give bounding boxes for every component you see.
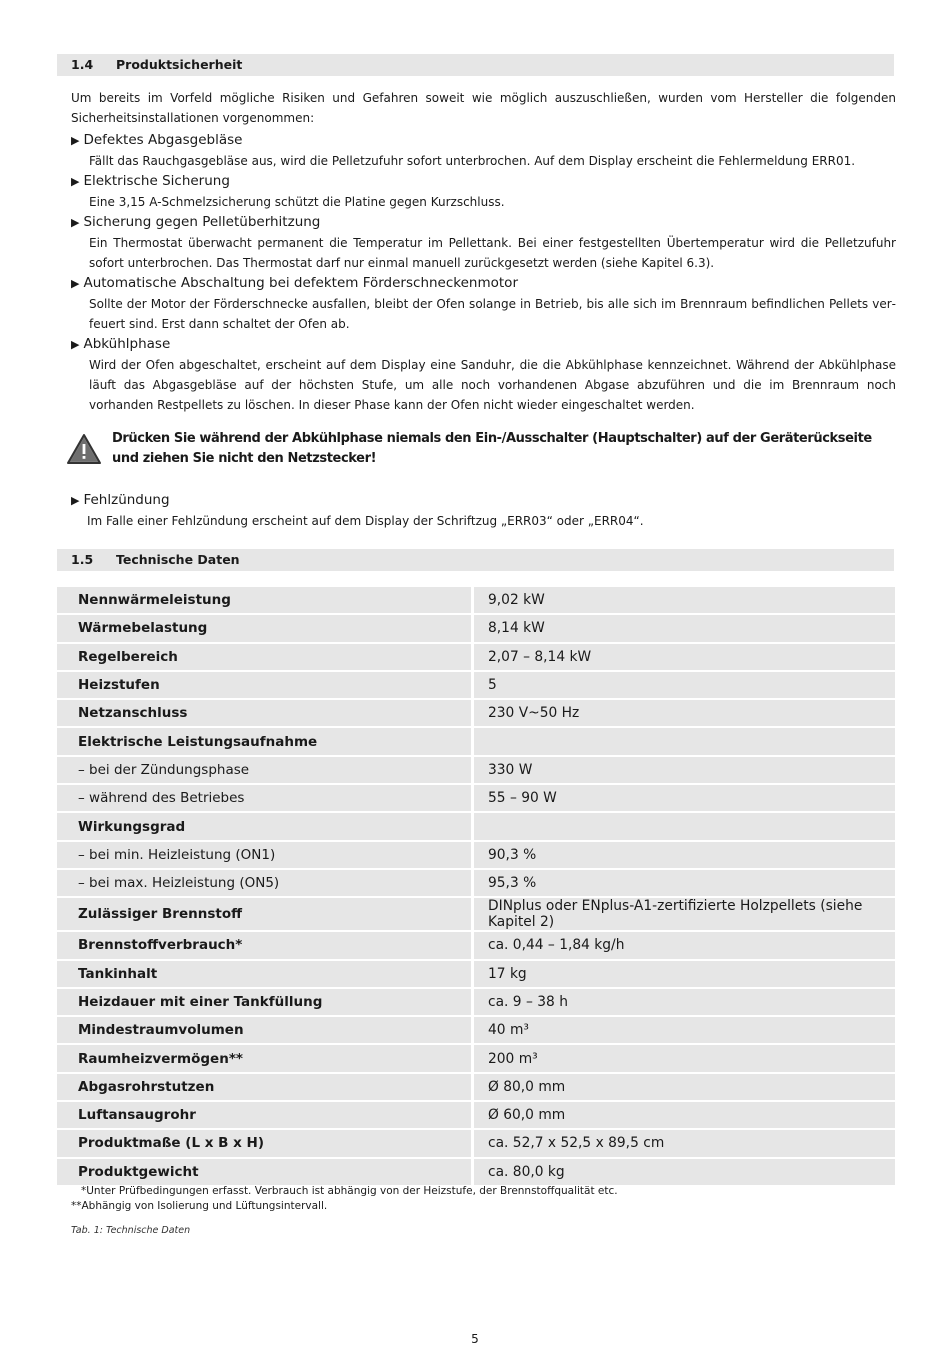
table-row bbox=[57, 1017, 895, 1043]
table-row bbox=[57, 813, 895, 839]
table-row bbox=[57, 728, 895, 754]
arrow-right-icon: ▶ bbox=[71, 494, 80, 507]
table-row bbox=[57, 1102, 895, 1128]
spec-value: Ø 80,0 mm bbox=[471, 1074, 895, 1100]
spec-value: 230 V~50 Hz bbox=[471, 700, 895, 726]
spec-value: Ø 60,0 mm bbox=[471, 1102, 895, 1128]
spec-label: – bei der Zündungsphase bbox=[57, 757, 471, 783]
page-number: 5 bbox=[471, 1332, 479, 1346]
table-row bbox=[57, 842, 895, 868]
spec-value: 8,14 kW bbox=[471, 615, 895, 641]
spec-value: 2,07 – 8,14 kW bbox=[471, 644, 895, 670]
spec-value: ca. 80,0 kg bbox=[471, 1159, 895, 1185]
spec-value bbox=[471, 813, 895, 839]
spec-label: Elektrische Leistungsaufnahme bbox=[57, 728, 471, 754]
spec-value: DINplus oder ENplus-A1-zertifizierte Holzpellets (siehe Kapitel 2) bbox=[471, 898, 895, 930]
section-header-safety bbox=[57, 54, 894, 76]
table-row bbox=[57, 1159, 895, 1185]
spec-value: 40 m³ bbox=[471, 1017, 895, 1043]
table-row bbox=[57, 989, 895, 1015]
safety-item-title: ▶ Elektrische Sicherung bbox=[71, 173, 230, 189]
safety-item-text: Im Falle einer Fehlzündung erscheint auf dem Display der Schriftzug „ERR03“ oder „ERR04“. bbox=[87, 514, 644, 528]
safety-item-title: ▶ Fehlzündung bbox=[71, 492, 170, 508]
spec-value: ca. 52,7 x 52,5 x 89,5 cm bbox=[471, 1130, 895, 1156]
safety-item-title: ▶ Abkühlphase bbox=[71, 336, 171, 352]
spec-label: Brennstoffverbrauch* bbox=[57, 932, 471, 958]
section-header-tech bbox=[57, 549, 894, 571]
arrow-right-icon: ▶ bbox=[71, 216, 80, 229]
spec-value: 9,02 kW bbox=[471, 587, 895, 613]
spec-value: ca. 0,44 – 1,84 kg/h bbox=[471, 932, 895, 958]
safety-items-list bbox=[71, 130, 896, 415]
table-row bbox=[57, 932, 895, 958]
spec-label: Produktgewicht bbox=[57, 1159, 471, 1185]
spec-value: ca. 9 – 38 h bbox=[471, 989, 895, 1015]
safety-item-title: ▶ Sicherung gegen Pelletüberhitzung bbox=[71, 214, 321, 230]
section-title: Produktsicherheit bbox=[116, 57, 243, 72]
spec-value: 17 kg bbox=[471, 961, 895, 987]
spec-label: Raumheizvermögen** bbox=[57, 1045, 471, 1071]
table-row bbox=[57, 898, 895, 930]
table-row bbox=[57, 785, 895, 811]
table-row bbox=[57, 615, 895, 641]
safety-item-title: ▶ Defektes Abgasgebläse bbox=[71, 132, 243, 148]
safety-item-text: Eine 3,15 A-Schmelzsicherung schützt die Platine gegen Kurzschluss. bbox=[89, 195, 505, 209]
arrow-right-icon: ▶ bbox=[71, 338, 80, 351]
table-row bbox=[57, 1074, 895, 1100]
table-row bbox=[57, 961, 895, 987]
safety-item-title: ▶ Automatische Abschaltung bei defektem Förderschneckenmotor bbox=[71, 275, 518, 291]
spec-value: 5 bbox=[471, 672, 895, 698]
spec-value: 90,3 % bbox=[471, 842, 895, 868]
spec-label: Wärmebelastung bbox=[57, 615, 471, 641]
spec-label: Regelbereich bbox=[57, 644, 471, 670]
table-row bbox=[57, 870, 895, 896]
table-row bbox=[57, 1130, 895, 1156]
table-row bbox=[57, 757, 895, 783]
safety-item-text: Wird der Ofen abgeschaltet, erscheint auf dem Display eine Sanduhr, die die Abkühlphase kennzeichnet. Während der Abkühlphase läuft das Abgasgebläse auf der höchsten Stufe, um alle noch vorhandenen Abgase abzuführen und die im Brennraum noch vorhanden Restpellets zu löschen. In dieser Phase kann der Ofen nicht wieder eingeschaltet werden. bbox=[89, 358, 896, 412]
spec-label: Produktmaße (L x B x H) bbox=[57, 1130, 471, 1156]
spec-label: – während des Betriebes bbox=[57, 785, 471, 811]
section-title: Technische Daten bbox=[116, 552, 240, 567]
spec-value: 200 m³ bbox=[471, 1045, 895, 1071]
spec-label: – bei min. Heizleistung (ON1) bbox=[57, 842, 471, 868]
spec-value: 95,3 % bbox=[471, 870, 895, 896]
footnotes bbox=[71, 1184, 871, 1214]
spec-label: – bei max. Heizleistung (ON5) bbox=[57, 870, 471, 896]
table-row bbox=[57, 700, 895, 726]
warning-triangle-icon bbox=[66, 433, 102, 465]
spec-value: 330 W bbox=[471, 757, 895, 783]
spec-label: Luftansaugrohr bbox=[57, 1102, 471, 1128]
table-caption: Tab. 1: Technische Daten bbox=[71, 1225, 191, 1236]
safety-item-text: Ein Thermostat überwacht permanent die Temperatur im Pellettank. Bei einer festgestellten Übertemperatur wird die Pelletzufuhr sofort unterbrochen. Das Thermostat darf nur einmal manuell zurückgesetzt werden (siehe Kapitel 6.3). bbox=[89, 236, 896, 270]
footnote: **Abhängig von Isolierung und Lüftungsintervall. bbox=[71, 1200, 328, 1212]
section-number: 1.4 bbox=[71, 57, 94, 72]
technical-data-table bbox=[57, 585, 895, 1187]
safety-item-text: Sollte der Motor der Förderschnecke ausfallen, bleibt der Ofen solange in Betrieb, bis alle sich im Brennraum befindlichen Pellets verfeuert sind. Erst dann schaltet der Ofen ab. bbox=[89, 297, 896, 331]
section-number: 1.5 bbox=[71, 552, 94, 567]
intro-paragraph: Um bereits im Vorfeld mögliche Risiken und Gefahren soweit wie möglich auszuschließen, wurden vom Hersteller die folgenden Sicherheitsinstallationen vorgenommen: bbox=[71, 91, 896, 125]
spec-label: Abgasrohrstutzen bbox=[57, 1074, 471, 1100]
spec-label: Netzanschluss bbox=[57, 700, 471, 726]
misfire-item bbox=[71, 490, 896, 531]
warning-text: Drücken Sie während der Abkühlphase niemals den Ein-/Ausschalter (Hauptschalter) auf der Geräterückseite und ziehen Sie nicht den Netzstecker! bbox=[112, 431, 872, 466]
footnote: *Unter Prüfbedingungen erfasst. Verbrauch ist abhängig von der Heizstufe, der Brennstoffqualität etc. bbox=[81, 1185, 618, 1197]
table-row bbox=[57, 1045, 895, 1071]
spec-value: 55 – 90 W bbox=[471, 785, 895, 811]
spec-value bbox=[471, 728, 895, 754]
spec-label: Nennwärmeleistung bbox=[57, 587, 471, 613]
arrow-right-icon: ▶ bbox=[71, 277, 80, 290]
table-row bbox=[57, 644, 895, 670]
arrow-right-icon: ▶ bbox=[71, 134, 80, 147]
spec-label: Wirkungsgrad bbox=[57, 813, 471, 839]
spec-label: Mindestraumvolumen bbox=[57, 1017, 471, 1043]
spec-label: Heizstufen bbox=[57, 672, 471, 698]
arrow-right-icon: ▶ bbox=[71, 175, 80, 188]
table-row bbox=[57, 672, 895, 698]
table-row bbox=[57, 587, 895, 613]
safety-item-text: Fällt das Rauchgasgebläse aus, wird die Pelletzufuhr sofort unterbrochen. Auf dem Display erscheint die Fehlermeldung ERR01. bbox=[89, 154, 856, 168]
spec-label: Zulässiger Brennstoff bbox=[57, 898, 471, 930]
spec-label: Heizdauer mit einer Tankfüllung bbox=[57, 989, 471, 1015]
spec-label: Tankinhalt bbox=[57, 961, 471, 987]
